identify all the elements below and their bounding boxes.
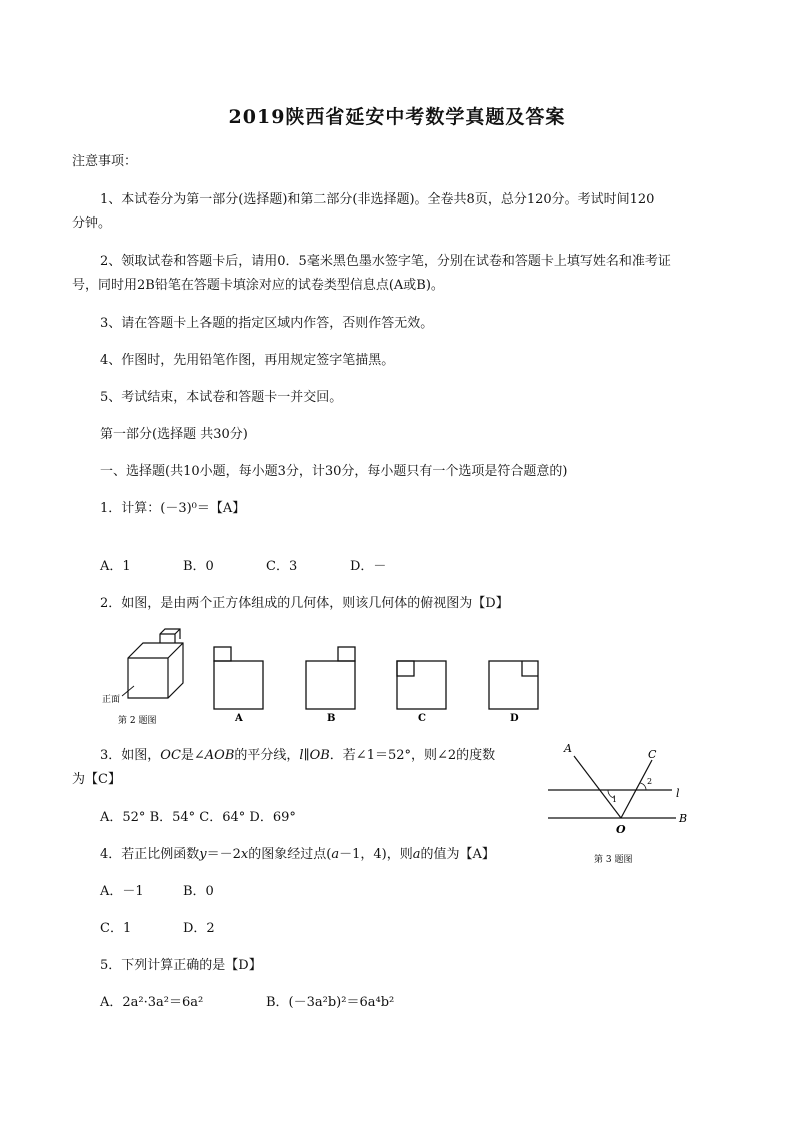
q3-figure [540,740,700,870]
q4-text-b: ＝－2 [206,847,241,862]
notice-item-2-cont: 号，同时用2B铅笔在答题卡填涂对应的试卷类型信息点(A或B)。 [72,278,444,293]
page-title: 2019陕西省延安中考数学真题及答案 [228,106,566,128]
notice-item-2: 2、领取试卷和答题卡后，请用0．5毫米黑色墨水签字笔，分别在试卷和答题卡上填写姓名和准考证 [100,254,671,269]
point-b-label: B [679,812,688,825]
q1-option-a: A．1 [100,559,131,574]
q3-aob: AOB [204,748,235,763]
q4-option-b: B．0 [183,884,214,899]
q4-text-e: 的值为【A】 [420,847,495,862]
q3-l-ob: l∥OB [299,748,330,763]
q3-options: A．52° B．54° C．64° D．69° [100,810,296,825]
angle-2-label: 2 [647,777,653,786]
q1-stem: 1．计算：(－3)⁰＝【A】 [100,501,246,516]
q3-oc: OC [160,748,181,763]
choice-label-b: B [327,713,336,724]
q2-figure [100,628,560,728]
front-label: 正面 [102,695,121,705]
q5-option-b: B．(－3a²b)²＝6a⁴b² [266,995,395,1010]
choice-label-c: C [418,713,426,724]
q3-stem-line2: 为【C】 [72,772,121,787]
notice-item-3: 3、请在答题卡上各题的指定区域内作答，否则作答无效。 [100,316,434,331]
q4-option-c: C．1 [100,921,132,936]
line-l-label: l [676,787,680,800]
q1-option-b: B．0 [183,559,214,574]
q2-stem: 2．如图，是由两个正方体组成的几何体，则该几何体的俯视图为【D】 [100,596,509,611]
angle-1-label: 1 [612,795,618,804]
choice-label-a: A [235,713,243,724]
q5-option-a: A．2a²·3a²＝6a² [100,995,204,1010]
notice-item-4: 4、作图时，先用铅笔作图，再用规定签字笔描黑。 [100,353,395,368]
q1-option-d: D．－ [350,559,387,574]
view-b [306,661,355,709]
small-cube [160,629,180,643]
line-oc [621,760,652,818]
line-oa [574,756,621,818]
point-c-label: C [648,748,657,761]
view-a [214,661,263,709]
q3-text-b: 是∠ [180,748,205,763]
point-a-label: A [564,742,572,755]
view-d [489,661,538,709]
notice-heading: 注意事项： [72,154,138,169]
q2-caption: 第 2 题图 [118,716,157,726]
q3-text-a: 3．如图， [100,748,161,763]
q4-a1: a [331,847,340,862]
q4-text-d: －1，4)，则 [339,847,413,862]
notice-item-5: 5、考试结束，本试卷和答题卡一并交回。 [100,390,343,405]
notice-item-1-cont: 分钟。 [72,216,112,231]
q3-caption: 第 3 题图 [594,855,633,865]
q4-option-a: A．－1 [100,884,144,899]
choice-label-d: D [510,713,519,724]
q4-x: x [240,847,249,862]
q1-option-c: C．3 [266,559,298,574]
q3-text-c: 的平分线， [234,748,300,763]
q4-a2: a [412,847,421,862]
q5-stem: 5．下列计算正确的是【D】 [100,958,262,973]
notice-item-1: 1、本试卷分为第一部分(选择题)和第二部分(非选择题)。全卷共8页，总分120分。考试时间120 [100,192,655,207]
q4-y: y [199,847,207,862]
q4-text-a: 4．若正比例函数 [100,847,200,862]
view-c [397,661,446,709]
q4-option-d: D．2 [183,921,215,936]
q4-stem [100,845,495,865]
q3-text-d: ．若∠1＝52°，则∠2的度数 [329,748,496,763]
q3-stem [100,746,495,766]
section-heading: 一、选择题(共10小题，每小题3分，计30分，每小题只有一个选项是符合题意的) [100,464,568,479]
part-heading: 第一部分(选择题 共30分) [100,427,248,442]
point-o-label: O [616,823,626,836]
q4-text-c: 的图象经过点( [248,847,332,862]
